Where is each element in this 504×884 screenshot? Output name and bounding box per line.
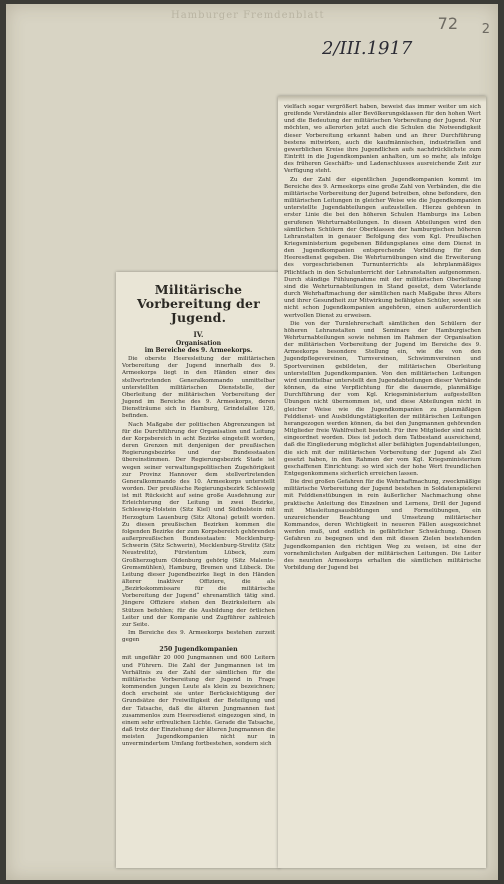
paragraph: mit ungefähr 20 000 Jungmannen und 600 Leitern und Führern. Die Zahl der Jungmannen ist im Verhältnis zu der Zahl der sämtlichen für die militärische Vorbereitung der Jugend in Frage kommenden jungen Leute als klein zu bezeichnen; doch erscheint sie unter Berücksichtigung der Grundsätze der Freiwilligkeit der Beteiligung und der Tatsache, daß die älteren Jungmannen fast zusammenlos zum Heeresdienst eingezogen sind, in einem sehr erfreulichen Lichte. Gerade die Tatsache, daß trotz der Einziehung der älteren Jungmannen die meisten Jugendkompanien nicht nur in unvermindertem Umfang fortbestehen, sondern sich (122, 655, 275, 748)
newspaper-clipping-right (278, 96, 486, 868)
paragraph: Die von der Turnlehrerschaft sämtlichen den Schülern der höheren Lehranstalten und Seminare der Hamburgischen Wehrturnabteilungen sowie nehmen im Rahmen der Organisation der militärischen Vorbereitung der Jugend im Bereiche des 9. Armeekorps besondere Stellung ein, wie die von den Jugendpflegevereinen, Turnvereinen, Schwimmvereinen und Sportvereinen gebildeten, der militärischen Oberleitung unterstellten Jugendkompanien. Von den militärischen Leitungen wird unmittelbar unterstellt den Jugendabteilungen dieser Verbände können, da eine Verpflichtung für die dauernde, planmäßige Durchführung der vom Kgl. Kriegsministerium aufgestellten Übungen nicht übernommen ist, und diese Abteilungen nicht in gleicher Weise wie die Jugendkompanien zu planmäßigen Felddienst- und Ausbildungstätigkeiten der militärischen Leitungen herangezogen werden können, da bei den Jungmannen gehörenden Mitglieder freie Wahlfreiheit besteht. Für ihre Mitglieder sind nicht eingeordnet worden. Dies ist jedoch dem Tatbestand ausreichend, daß die Eingliederung möglichst aller befähigten Jugendabteilungen, die sich mit der militärischen Vorbereitung der Jugend als Ziel gesetzt haben, in den Rahmen der vom Kgl. Kriegsministerium geschaffenen Einrichtung: so wird sich der hohe Wert freundlichen Entgegenkommens sicherlich erreichen lassen. (284, 320, 481, 477)
paragraph: Im Bereiche des 9. Armeekorps bestehen zurzeit gegen (122, 630, 275, 644)
article-title: Militärische Vorbereitung der Jugend. (137, 282, 260, 325)
section-subtitle: im Bereiche des 9. Armeekorps. (144, 347, 253, 355)
handwritten-date: 2/III.1917 (322, 38, 413, 59)
paragraph: vielfach sogar vergrößert haben, beweist das immer weiter um sich greifende Verständnis aller Bevölkerungsklassen für den hohen Wert und die Bedeutung der militärischen Vorbereitung der Jugend. Nur möchten, wo allerorten jetzt auch die Schulen die Notwendigkeit dieser Vorbereitung erkannt haben und an ihrer Durchführung bestens mitwirken, auch die kaufmännischen, industriellen und gewerblichen Kreise ihre Jugendlichen aufs nachdrücklichste zum Eintritt in die Jugendkompanien anhalten, um so mehr, als infolge des früheren Geschäfts- und Ladenschlusses ausreichende Zeit zur Verfügung steht. (284, 104, 481, 175)
folio-number: 72 (437, 14, 458, 33)
paragraph: Die oberste Heeresleitung der militärischen Vorbereitung der Jugend innerhalb des 9. Armeekorps liegt in den Händen einer des stellvertretenden Generalkommando unmittelbar unterstellten militärischen Dienststelle, der Oberleitung der militärischen Vorbereitung der Jugend im Bereiche des 9. Armeekorps, deren Dienstträume sich in Hamburg, Grindelallee 126, befinden. (122, 356, 275, 420)
paragraph: Die drei großen Gefahren für die Wehrhaftmachung, zweckmäßige militärische Vorbereitung der Jugend bestehen in Soldatenspielerei mit Felddienstübungen in rein äußerlicher Nachmachung ohne praktische Anleitung des Einzelnen und Lernens, Drill der Jugend mit Missleitungsausbildungen und Formelübungen, ein unzureichender Beachtung und Umsetzung militärischer Kommandos, deren Wichtigkeit in neueren Fällen ausgezeichnet werden muß, und endlich in gefährlicher Schwächung. Diesen Gefahren zu begegnen und den mit diesen Zielen bestehenden Jugendkompanien den richtigen Weg zu weisen, ist eine der vornehmlichsten Aufgaben der militärischen Leitungen. Die Leiter des neunten Armeekorps erhalten die sämtlichen militärische Vorbildung der Jugend bei (284, 479, 481, 571)
subheading-companies: 250 Jugendkompanien (159, 646, 238, 654)
archive-stamp: Hamburger Fremdenblatt (171, 10, 325, 21)
article-column-left (116, 272, 280, 752)
paragraph: Nach Maßgabe der politischen Abgrenzungen ist für die Durchführung der Organisation und Leitung der Korpsbereich in acht Bezirke eingeteilt worden, deren Grenzen mit denjenigen der preußischen Regierungsbezirke und der Bundesstaaten übereinstimmen. Der Regierungsbezirk Stade ist wegen seiner verwaltungspolitischen Zugehörigkeit zur Provinz Hannover dem stellvertretenden Generalkommando des 10. Armeekorps unterstellt worden. Der preußische Regierungsbezirk Schleswig ist mit Rücksicht auf seine große Ausdehnung zur Erleichterung der Leitung in zwei Bezirke, Schleswig-Holstein (Sitz Kiel) und Südholstein mit Herzogtum Lauenburg (Sitz Altona) geteilt worden. Zu diesen preußischen Bezirken kommen die folgenden Bezirke der zum Korpsbereich gehörenden außerpreußischen Bundesstaaten: Mecklenburg-Schwerin (Sitz Schwerin), Mecklenburg-Strelitz (Sitz Neustrelitz), Fürstentum Lübeck, zum Großherzogtum Oldenburg gehörig (Sitz Malente-Gremsmühlen), Hamburg, Bremen und Lübeck. Die Leitung dieser Jugendbezirke liegt in den Händen älterer inaktiver Offiziere, die als „Bezirkskommissare für die militärische Vorbereitung der Jugend“ ehrenamtlich tätig sind. Jüngere Offiziere stehen den Bezirksleitern als Stützen befohlen; für die Ausbildung der örtlichen Leiter und der Kompanie und Zugführer zahlreich zur Seite. (122, 421, 275, 628)
folio-mark: 2 (481, 22, 490, 37)
paragraph: Zu der Zahl der eigentlichen Jugendkompanien kommt im Bereiche des 9. Armeekorps eine große Zahl von Verbänden, die die militärische Vorbereitung der Jugend betreiben, ohne befondere, den militärischen Leitungen in gleicher Weise wie die Jugendkompanien unterstellte Jugendabteilungen aufzustellen. Hierzu gehören in erster Linie die bei den höheren Schulen Hamburgs ins Leben gerufenen Wehrturnabteilungen. In diesen Abteilungen wird den sämtlichen Schülern der Oberklassen der hamburgischen höheren Lehranstalten in genauer Befolgung des vom Kgl. Preußischen Kriegsministerium gegebenen Bildungsplanes eine dem Dienst in den Jugendkompanien entsprechende Vorbildung für den Heeresdienst gegeben. Die Wehrturnübungen sind die Erweiterung des vorgeschriebenen Turnunterrichts als lehrplanmäßiges Pflichtfach in den Schulunterricht der Lehranstalten aufgenommen. Durch ständige Fühlungnahme mit der militärischen Oberleitung sind die Wehrturnabteilungen in Stand gesetzt, dem Vaterlande durch Wehrhaftmachung der sämtlichen nach Maßgabe ihres Alters und ihrer Gesundheit zur Mitwirkung befähigten Schüler, soweit sie nicht schon Jugendkompanien angehören, einen außerordentlich wertvollen Dienst zu erweisen. (284, 176, 481, 319)
newspaper-clipping-left (116, 272, 280, 868)
article-part: IV. (193, 330, 204, 339)
section-title: Organisation (175, 340, 222, 348)
torn-edge (278, 96, 486, 102)
article-column-right (278, 96, 486, 576)
